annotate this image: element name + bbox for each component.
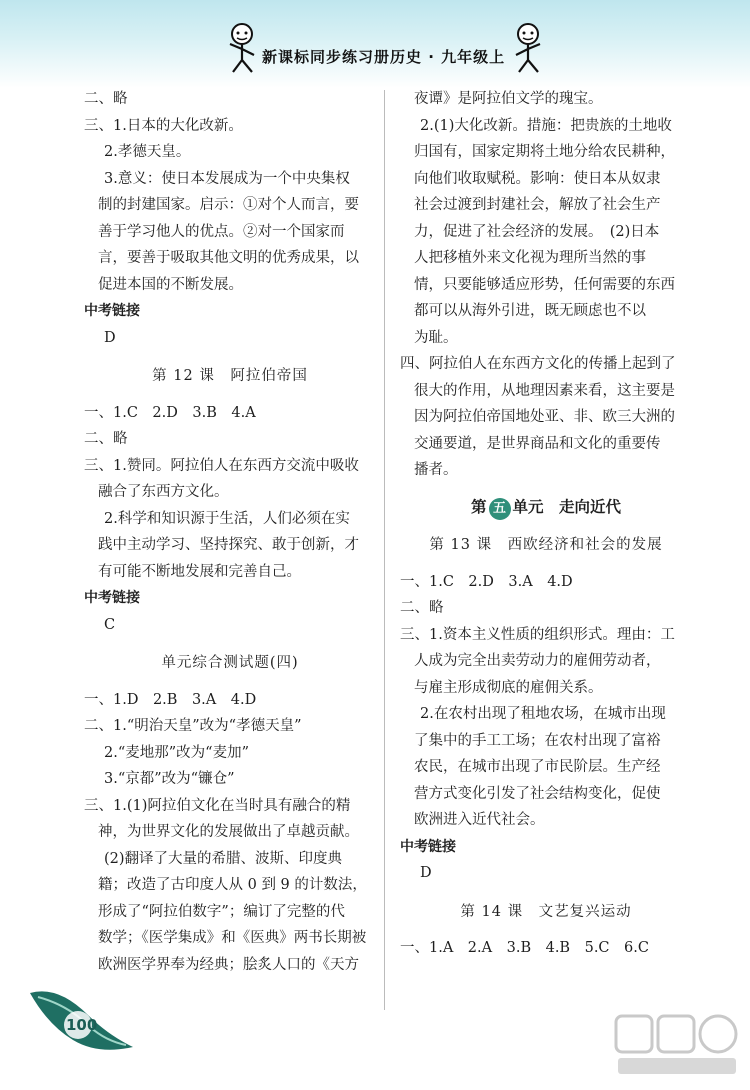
- answer-line: 二、略: [84, 91, 128, 107]
- answer-line: 力，促进了社会经济的发展。 (2)日本: [414, 223, 660, 240]
- answer-line: 营方式变化引发了社会结构变化，促使: [414, 785, 661, 802]
- stick-figure-mascot-icon: [222, 22, 262, 76]
- answer-line: 3.“京都”改为“镰仓”: [104, 771, 235, 787]
- watermark-logo-icon: [612, 1010, 742, 1080]
- section-label: 中考链接: [84, 303, 140, 319]
- lesson-heading: 第 14 课 文艺复兴运动: [460, 903, 632, 920]
- answer-line: 向他们收取赋税。影响：使日本从奴隶: [414, 170, 661, 187]
- lesson-heading: 第 12 课 阿拉伯帝国: [152, 368, 308, 384]
- answer-line: 为耻。: [414, 329, 458, 346]
- answer-line: 2.(1)大化改新。措施：把贵族的土地收: [420, 117, 672, 134]
- answer-line: 3.意义：使日本发展成为一个中央集权: [104, 170, 350, 187]
- answer-line: 一、1.D 2.B 3.A 4.D: [84, 691, 257, 708]
- answer-line: 2.“麦地那”改为“麦加”: [104, 744, 249, 761]
- answer-line: 了集中的手工工场；在农村出现了富裕: [414, 732, 661, 749]
- answer-line: 言，要善于吸取其他文明的优秀成果，以: [98, 250, 359, 266]
- answer-line: 情，只要能够适应形势，任何需要的东西: [414, 276, 675, 293]
- answer-line: 欧洲医学界奉为经典；脍炙人口的《天方: [98, 956, 359, 973]
- answer-line: 三、1.资本主义性质的组织形式。理由：工: [400, 626, 675, 643]
- answer-line: 人把移植外来文化视为理所当然的事: [414, 250, 646, 266]
- book-title: 新课标同步练习册历史 · 九年级上: [262, 48, 506, 66]
- answer-line: 2.孝德天皇。: [104, 144, 191, 160]
- answer-line: D: [104, 329, 116, 346]
- lesson-heading: 第 13 课 西欧经济和社会的发展: [429, 537, 663, 553]
- answer-line: 与雇主形成彻底的雇佣关系。: [414, 679, 603, 696]
- answer-line: C: [104, 616, 116, 633]
- answer-line: 二、略: [84, 431, 128, 447]
- answer-line: 数学；《医学集成》和《医典》两书长期被: [98, 930, 367, 946]
- left-column: [84, 86, 376, 978]
- answer-line: 一、1.C 2.D 3.B 4.A: [84, 404, 256, 421]
- answer-line: 都可以从海外引进，既无顾虑也不以: [414, 303, 646, 319]
- column-divider: [384, 90, 385, 1010]
- answer-line: 一、1.C 2.D 3.A 4.D: [400, 573, 573, 590]
- answer-line: 欧洲进入近代社会。: [414, 812, 545, 828]
- page-number: 100: [66, 1016, 98, 1034]
- answer-line: 二、略: [400, 600, 444, 616]
- answer-line: 一、1.A 2.A 3.B 4.B 5.C 6.C: [400, 940, 649, 956]
- stick-figure-mascot-icon: [508, 22, 548, 76]
- answer-line: 归国有，国家定期将土地分给农民耕种，: [414, 144, 675, 160]
- header-band: [0, 0, 750, 88]
- section-label: 中考链接: [84, 590, 140, 606]
- answer-line: 神，为世界文化的发展做出了卓越贡献。: [98, 824, 359, 840]
- answer-line: 形成了“阿拉伯数字”；编订了完整的代: [98, 903, 345, 920]
- answer-line: 2.在农村出现了租地农场，在城市出现: [420, 706, 666, 722]
- answer-line: 践中主动学习、坚持探究、敢于创新，才: [98, 537, 359, 553]
- answer-line: (2)翻译了大量的希腊、波斯、印度典: [104, 850, 343, 867]
- answer-line: 很大的作用，从地理因素来看，这主要是: [414, 382, 675, 399]
- answer-line: 2.科学和知识源于生活，人们必须在实: [104, 510, 350, 527]
- answer-line: 三、1.(1)阿拉伯文化在当时具有融合的精: [84, 797, 351, 814]
- answer-line: D: [420, 865, 432, 881]
- section-label: 中考链接: [400, 838, 456, 855]
- unit-number-badge: 五: [489, 498, 511, 520]
- right-column: [400, 86, 692, 962]
- answer-line: 善于学习他人的优点。②对一个国家而: [98, 223, 345, 240]
- answer-line: 农民，在城市出现了市民阶层。生产经: [414, 759, 661, 775]
- answer-line: 交通要道，是世界商品和文化的重要传: [414, 435, 661, 452]
- answer-line: 四、阿拉伯人在东西方文化的传播上起到了: [400, 356, 676, 372]
- unit-prefix: 第: [470, 497, 487, 516]
- answer-line: 制的封建国家。启示：①对个人而言，要: [98, 197, 359, 213]
- answer-line: 有可能不断地发展和完善自己。: [98, 563, 301, 580]
- answer-line: 三、1.赞同。阿拉伯人在东西方交流中吸收: [84, 457, 359, 474]
- answer-line: 因为阿拉伯帝国地处亚、非、欧三大洲的: [414, 409, 675, 425]
- answer-line: 播者。: [414, 462, 458, 478]
- answer-line: 促进本国的不断发展。: [98, 276, 243, 293]
- answer-line: 融合了东西方文化。: [98, 484, 229, 500]
- lesson-heading: 单元综合测试题(四): [161, 655, 299, 671]
- answer-line: 二、1.“明治天皇”改为“孝德天皇”: [84, 718, 302, 734]
- answer-line: 三、1.日本的大化改新。: [84, 117, 243, 134]
- answer-line: 社会过渡到封建社会，解放了社会生产: [414, 197, 661, 213]
- answer-line: 籍；改造了古印度人从 0 到 9 的计数法，: [98, 877, 367, 893]
- answer-line: 人成为完全出卖劳动力的雇佣劳动者，: [414, 653, 661, 669]
- unit-title: 单元 走向近代: [512, 497, 622, 516]
- unit-heading: [400, 494, 692, 521]
- answer-line: 夜谭》是阿拉伯文学的瑰宝。: [414, 91, 603, 107]
